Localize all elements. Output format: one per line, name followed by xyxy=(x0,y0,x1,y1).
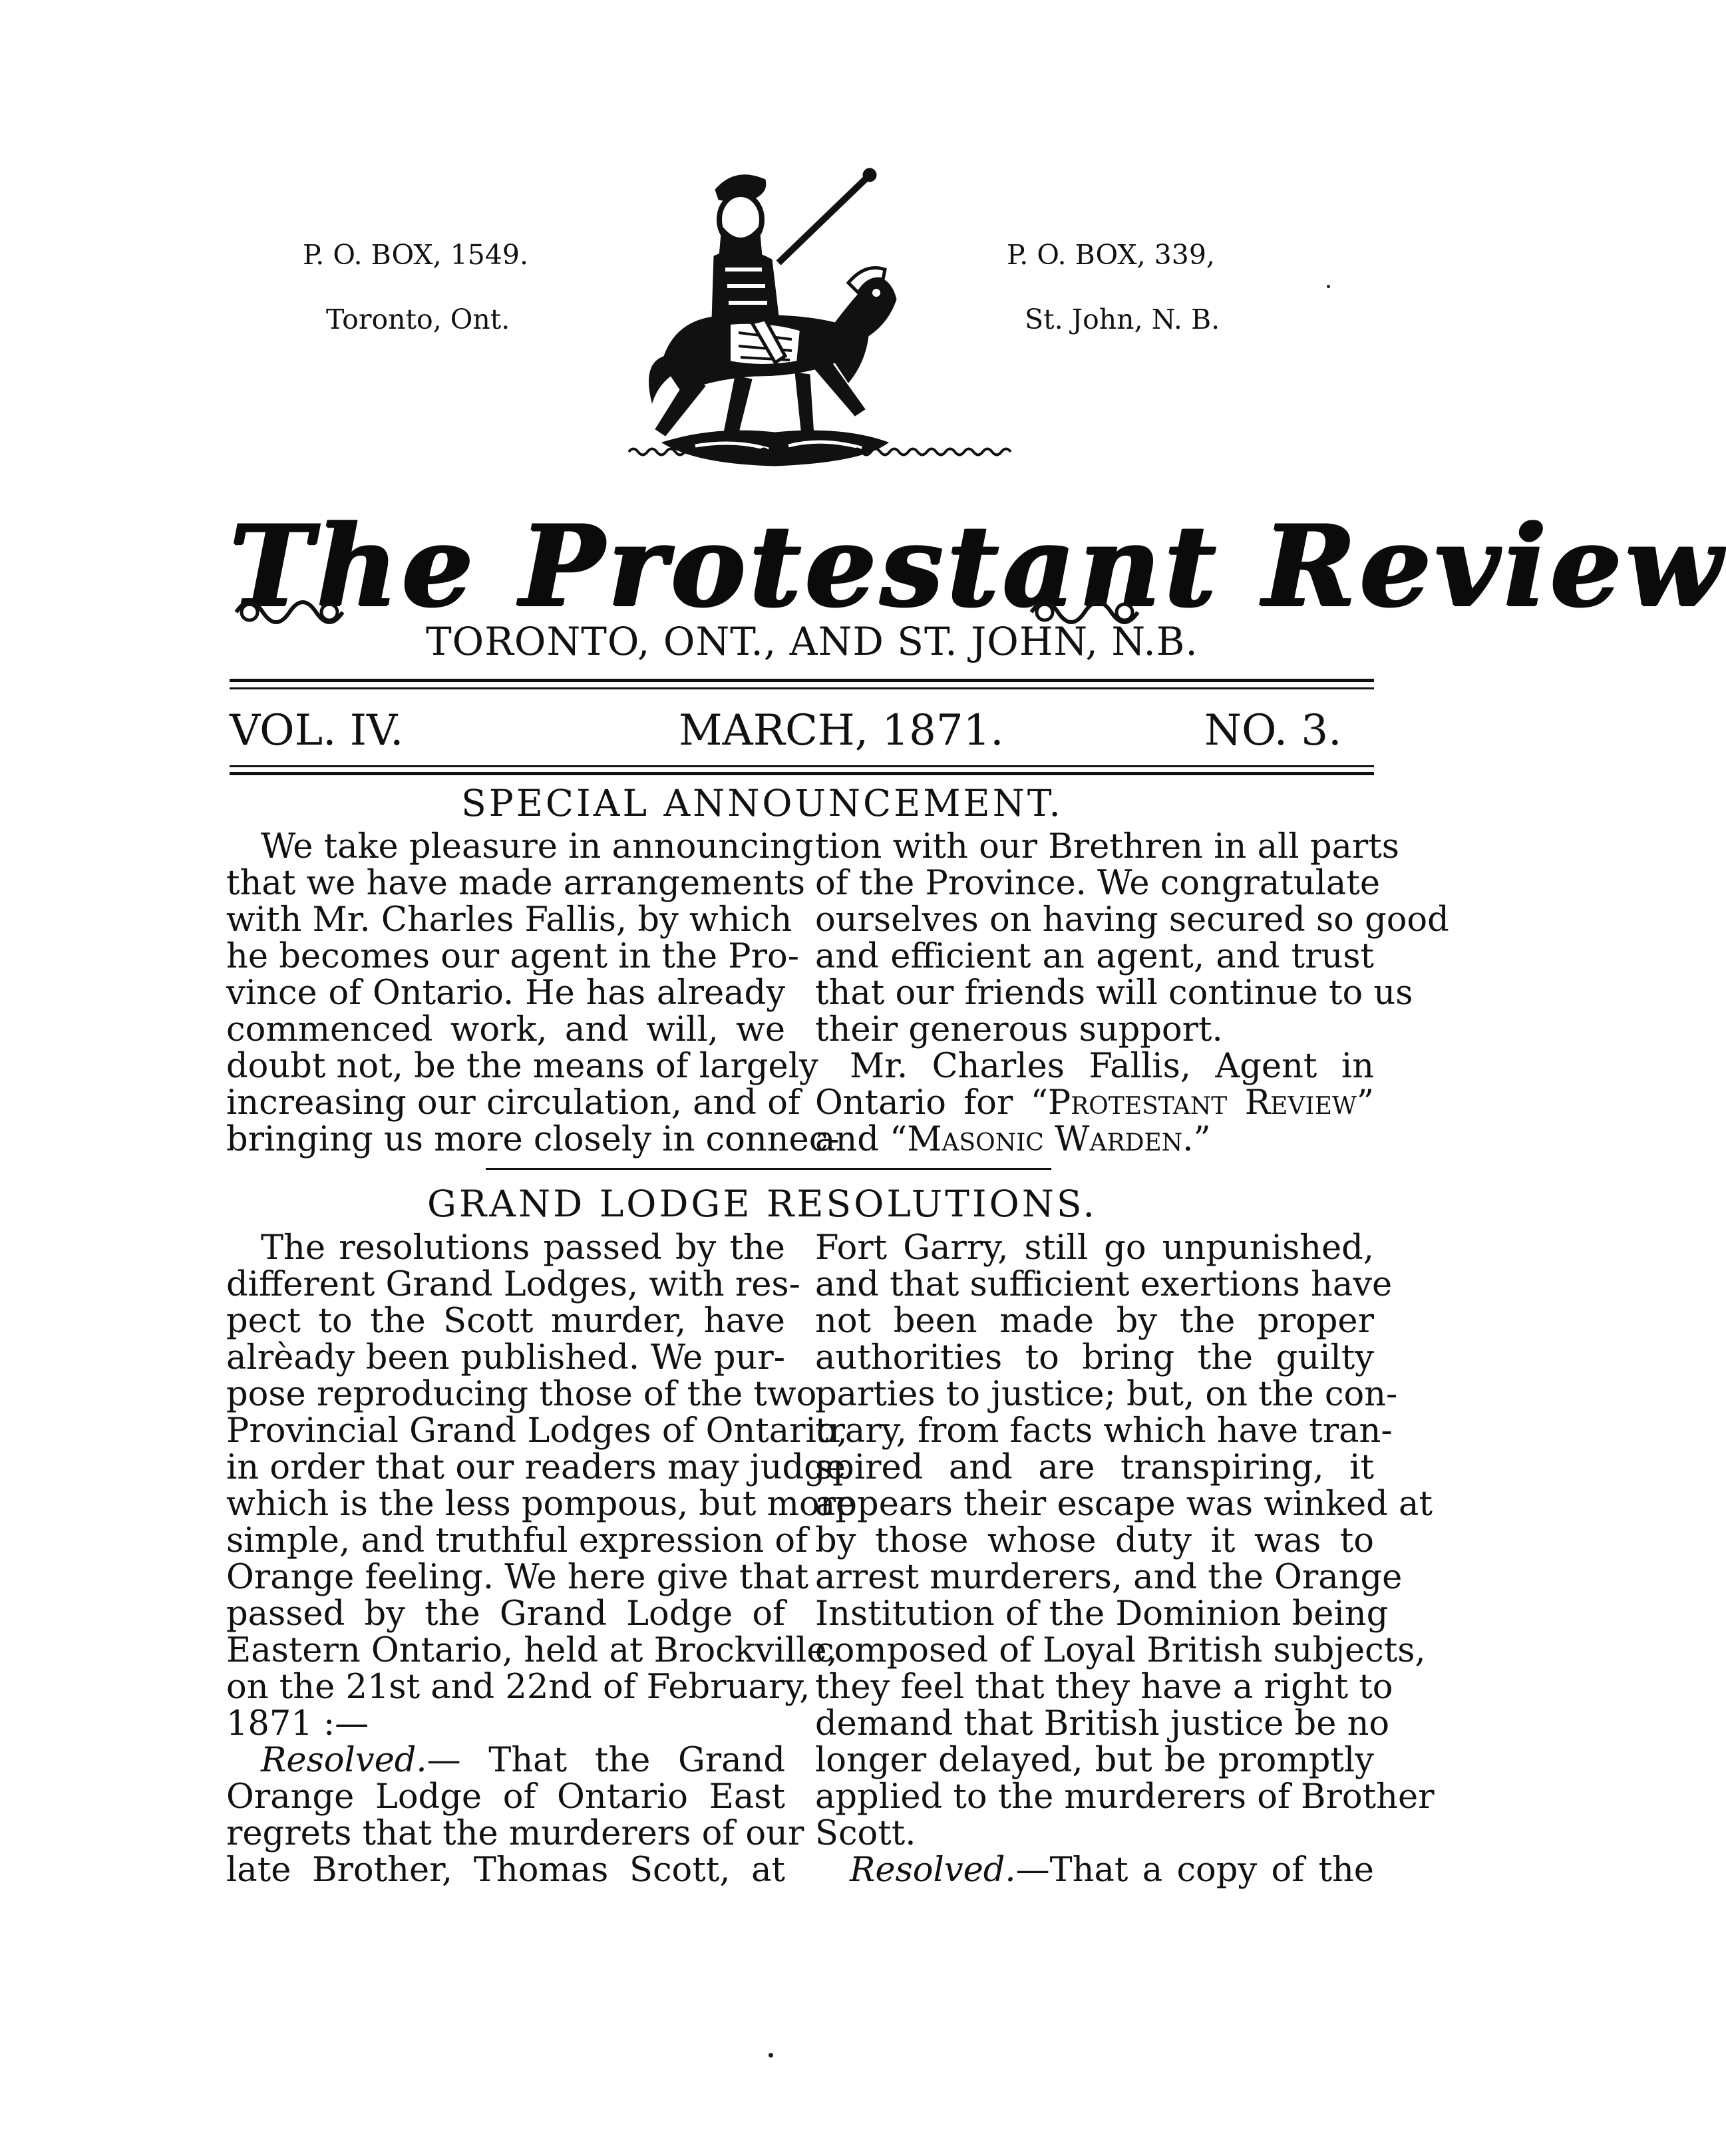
text-line: which is the less pompous, but more xyxy=(226,1485,856,1524)
text-line: alrèady been published. We pur- xyxy=(226,1338,785,1377)
text-line: passed by the Grand Lodge of xyxy=(226,1594,785,1634)
resolution-line: Resolved.— That the Grand xyxy=(261,1741,785,1780)
text-line: demand that British justice be no xyxy=(815,1704,1390,1743)
issue-date: MARCH, 1871. xyxy=(679,706,1004,755)
text-line: Orange feeling. We here give that xyxy=(226,1558,809,1597)
text-line: composed of Loyal British subjects, xyxy=(815,1631,1426,1670)
text-line: they feel that they have a right to xyxy=(815,1668,1393,1707)
text-line: he becomes our agent in the Pro- xyxy=(226,937,799,976)
text-line: applied to the murderers of Brother xyxy=(815,1777,1435,1817)
issue-number: NO. 3. xyxy=(1204,706,1342,755)
text-line: in order that our readers may judge xyxy=(226,1448,846,1487)
text-line: different Grand Lodges, with res- xyxy=(226,1265,800,1304)
text-line: doubt not, be the means of largely xyxy=(226,1047,818,1086)
text-line: Eastern Ontario, held at Brockville, xyxy=(226,1631,838,1670)
right-city: St. John, N. B. xyxy=(1025,303,1220,335)
stray-dot xyxy=(1327,285,1330,288)
section-heading-resolutions: GRAND LODGE RESOLUTIONS. xyxy=(427,1182,1098,1225)
text-line: their generous support. xyxy=(815,1010,1223,1049)
text-line: tion with our Brethren in all parts xyxy=(815,827,1399,866)
text-line: that our friends will continue to us xyxy=(815,974,1413,1013)
king-william-on-horseback-emblem-icon xyxy=(635,163,912,469)
resolved-label: Resolved. xyxy=(261,1741,427,1780)
announcement-column-left xyxy=(226,827,840,1159)
text-line: that we have made arrangements xyxy=(226,864,806,903)
resolution-line: Resolved.—That a copy of the xyxy=(850,1851,1374,1890)
text-line: appears their escape was winked at xyxy=(815,1485,1433,1524)
text-line: 1871 :— xyxy=(226,1704,369,1743)
text-line: regrets that the murderers of our xyxy=(226,1814,804,1853)
text-line: longer delayed, but be promptly xyxy=(815,1741,1374,1780)
text-line: pect to the Scott murder, have xyxy=(226,1302,785,1341)
volume-label: VOL. IV. xyxy=(230,706,404,755)
double-rule-bottom xyxy=(230,765,1374,767)
double-rule-top xyxy=(230,679,1374,682)
text-line: increasing our circulation, and of xyxy=(226,1083,800,1123)
stray-dot xyxy=(769,2053,773,2058)
text-line: The resolutions passed by the xyxy=(261,1228,785,1268)
text-line: Fort Garry, still go unpunished, xyxy=(815,1228,1374,1268)
text-line: trary, from facts which have tran- xyxy=(815,1411,1393,1451)
text-line: parties to justice; but, on the con- xyxy=(815,1375,1398,1414)
text-line: with Mr. Charles Fallis, by which xyxy=(226,900,792,940)
text-line: ourselves on having secured so good xyxy=(815,900,1449,940)
masthead-subtitle: TORONTO, ONT., AND ST. JOHN, N.B. xyxy=(426,619,1198,664)
text-line: vince of Ontario. He has already xyxy=(226,974,785,1013)
scroll-flourish-icon xyxy=(230,586,349,639)
double-rule-top xyxy=(230,687,1374,689)
wavy-ornament-divider xyxy=(629,445,1015,459)
left-city: Toronto, Ont. xyxy=(326,303,510,335)
resolutions-column-right xyxy=(815,1228,1435,1890)
agent-line: Mr. Charles Fallis, Agent in xyxy=(850,1047,1374,1086)
text-line: simple, and truthful expression of xyxy=(226,1521,808,1560)
text-line: commenced work, and will, we xyxy=(226,1010,785,1049)
masthead-title: The Protestant Review xyxy=(230,500,1726,631)
text-line: Orange Lodge of Ontario East xyxy=(226,1777,785,1817)
agent-line: Ontario for “Protestant Review” xyxy=(815,1083,1374,1123)
text-line: arrest murderers, and the Orange xyxy=(815,1558,1403,1597)
announcement-column-right xyxy=(815,827,1449,1159)
text-line: Scott. xyxy=(815,1814,916,1853)
text-line: and efficient an agent, and trust xyxy=(815,937,1374,976)
resolutions-column-left xyxy=(226,1228,856,1890)
resolved-label: Resolved. xyxy=(850,1851,1016,1890)
text-line: and that sufficient exertions have xyxy=(815,1265,1393,1304)
text-line: not been made by the proper xyxy=(815,1302,1374,1341)
publication-name: Masonic Warden xyxy=(907,1120,1183,1159)
section-divider-rule xyxy=(486,1168,1051,1170)
text-line: of the Province. We congratulate xyxy=(815,864,1380,903)
section-heading-announcement: SPECIAL ANNOUNCEMENT. xyxy=(461,782,1063,824)
text-line: late Brother, Thomas Scott, at xyxy=(226,1851,785,1890)
text-line: on the 21st and 22nd of February, xyxy=(226,1668,810,1707)
text-line: pose reproducing those of the two xyxy=(226,1375,817,1414)
double-rule-bottom xyxy=(230,772,1374,775)
text-line: authorities to bring the guilty xyxy=(815,1338,1374,1377)
text-line: We take pleasure in announcing xyxy=(261,827,814,866)
text-line: spired and are transpiring, it xyxy=(815,1448,1374,1487)
right-po-box: P. O. BOX, 339, xyxy=(1007,239,1215,271)
agent-line: and “Masonic Warden.” xyxy=(815,1120,1211,1159)
publication-name: Protestant Review xyxy=(1047,1083,1357,1123)
left-po-box: P. O. BOX, 1549. xyxy=(303,239,529,271)
text-line: Institution of the Dominion being xyxy=(815,1594,1389,1634)
text-line: by those whose duty it was to xyxy=(815,1521,1374,1560)
text-line: Provincial Grand Lodges of Ontario, xyxy=(226,1411,848,1451)
text-line: bringing us more closely in connec- xyxy=(226,1120,840,1159)
